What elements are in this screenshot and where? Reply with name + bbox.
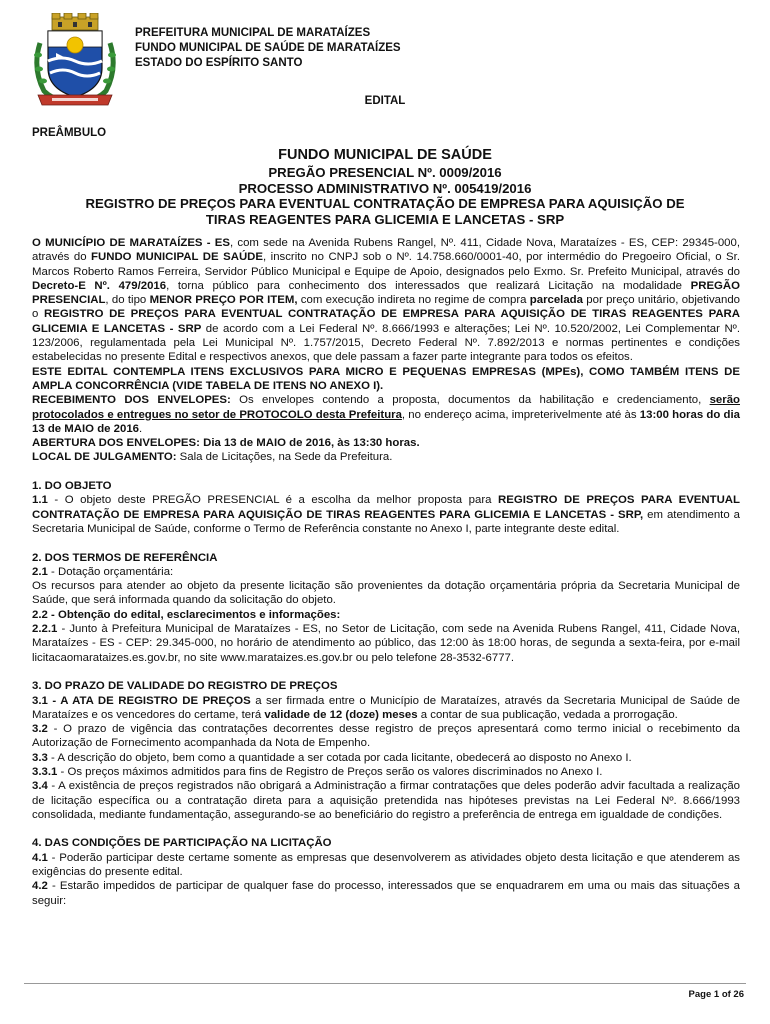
clause-2-1: [32, 565, 740, 579]
clause-text: - O objeto deste PREGÃO PRESENCIAL é a escolha da melhor proposta para: [47, 494, 499, 507]
letterhead: [135, 26, 401, 71]
title-block: [25, 146, 745, 227]
clause-number: 2.2.1: [32, 623, 58, 636]
registro-title-line1: REGISTRO DE PREÇOS PARA EVENTUAL CONTRATAÇÃO DE EMPRESA PARA AQUISIÇÃO DE: [85, 196, 685, 211]
opening-text: ABERTURA DOS ENVELOPES: Dia 13 de MAIO de 2016, às 13:30 horas.: [32, 437, 420, 450]
receipt-underline: serão protocolados e entregues no setor de PROTOCOLO desta Prefeitura: [32, 394, 740, 421]
fund-name: FUNDO MUNICIPAL DE SAÚDE: [91, 251, 263, 264]
preamble-label: PREÂMBULO: [32, 127, 107, 139]
processo-title: PROCESSO ADMINISTRATIVO Nº. 005419/2016: [238, 180, 532, 196]
location-label: LOCAL DE JULGAMENTO:: [32, 451, 177, 464]
envelope-opening: [32, 436, 740, 450]
clause-1-1: [32, 493, 740, 536]
document-body: [32, 236, 740, 908]
preamble-text: , torna público para conhecimento dos interessados que realizará Licitação na modalidade: [166, 279, 691, 292]
receipt-deadline: 13:00 horas do dia 13 de MAIO de 2016: [32, 408, 740, 435]
clause-text: - A existência de preços registrados não obrigará a Administração a firmar contratações que deles poderão advir facultada a realização de licitação específica ou a contratação direta para a aquisição pretendida nas hipóteses previstas na Lei Federal Nº. 8.666/1993 consolidada, mediante fundamentação, assegurando-se ao beneficiário do registro a preferência de entrega em igualdade de condições.: [32, 780, 740, 821]
clause-number: 3.3.1: [32, 765, 58, 778]
clause-number: 4.1: [32, 851, 48, 864]
footer-divider: [24, 983, 746, 984]
section-3-heading: [32, 679, 740, 693]
clause-heading: 2.2 - Obtenção do edital, esclarecimentos e informações:: [32, 608, 341, 621]
clause-text: - Poderão participar deste certame somente as empresas que desenvolverem as atividades objeto desta licitação e que atenderem as exigências do presente edital.: [32, 851, 740, 879]
section-heading: 1. DO OBJETO: [32, 480, 112, 493]
pregao-title: PREGÃO PRESENCIAL Nº. 0009/2016: [268, 165, 502, 180]
clause-3-2: [32, 722, 740, 751]
clause-text: - A descrição do objeto, bem como a quantidade a ser cotada por cada licitante, obedecerá ao disposto no Anexo I.: [47, 751, 632, 764]
clause-2-2-1: [32, 622, 740, 665]
clause-2-2: [32, 608, 740, 622]
fund-title: FUNDO MUNICIPAL DE SAÚDE: [278, 147, 492, 163]
section-4-heading: [32, 836, 740, 850]
preamble-text: , inscrito no CNPJ sob o Nº. 14.758.660/0001-40, por intermédio do Pregoeiro Oficial, o Sr. Marcos Roberto Ramos Ferreira, Servidor Público Municipal e Equipe de Apoio, designados pelo Exmo. Sr. Prefeito Municipal, através do: [32, 251, 740, 278]
clause-emphasis: 3.1 - A ATA DE REGISTRO DE PREÇOS: [32, 694, 251, 707]
clause-2-1-body: Os recursos para atender ao objeto da presente licitação são provenientes da dotação orçamentária própria da Secretaria Municipal de Saúde, que será informada quando da solicitação do objeto.: [32, 580, 740, 607]
clause-text: - O prazo de vigência das contratações decorrentes desse registro de preços apresentará como termo inicial o recebimento da Autorização de Fornecimento acompanhada da Nota de Empenho.: [32, 723, 740, 750]
page-number: Page 1 of 26: [688, 989, 744, 1000]
receipt-text: , no endereço acima, impreterivelmente até às: [401, 408, 640, 421]
clause-number: 3.4: [32, 780, 48, 793]
receipt-text: Os envelopes contendo a proposta, documentos da habilitação e credenciamento,: [230, 394, 710, 407]
clause-text: - Junto à Prefeitura Municipal de Marataízes - ES, no Setor de Licitação, com sede na Avenida Rubens Rangel, 411, Cidade Nova, Marataízes - ES - CEP: 29.345-000, no horário de atendimento ao público, das 12:00 às 18:00 horas, de segunda a sexta-feira, por e-mail licitacaomarataizes.es.gov.br, no site www.marataizes.es.gov.br ou pelo telefone 28-3532-6777.: [32, 623, 740, 664]
clause-text: - Os preços máximos admitidos para fins de Registro de Preços serão os valores discriminados no Anexo I.: [57, 765, 603, 778]
clause-number: 3.3: [32, 751, 48, 764]
section-1-heading: [32, 479, 740, 493]
section-heading: 2. DOS TERMOS DE REFERÊNCIA: [32, 551, 218, 564]
section-2-heading: [32, 551, 740, 565]
clause-3-3-1: [32, 765, 740, 779]
clause-text: - Estarão impedidos de participar de qualquer fase do processo, interessados que se enquadrarem em uma ou mais das situações a seguir:: [32, 880, 740, 907]
section-heading: 3. DO PRAZO DE VALIDADE DO REGISTRO DE PREÇOS: [32, 680, 338, 693]
municipality-name: O MUNICÍPIO DE MARATAÍZES - ES: [32, 237, 230, 249]
clause-number: 3.2: [32, 723, 48, 736]
clause-3-1: [32, 694, 740, 723]
document-type-label: EDITAL: [364, 95, 406, 107]
receipt-label: RECEBIMENTO DOS ENVELOPES:: [32, 394, 231, 407]
bid-type: MENOR PREÇO POR ITEM,: [149, 294, 298, 307]
section-heading: 4. DAS CONDIÇÕES DE PARTICIPAÇÃO NA LICITAÇÃO: [32, 837, 332, 850]
clause-text: em atendimento a Secretaria Municipal de Saúde, conforme o Termo de Referência constante no Anexo I, parte integrante deste edital.: [32, 508, 740, 535]
modality: PREGÃO PRESENCIAL: [32, 279, 740, 307]
exclusive-text: ESTE EDITAL CONTEMPLA ITENS EXCLUSIVOS PARA MICRO E PEQUENAS EMPRESAS (MPEs), COMO TAMBÉM ITENS DE AMPLA CONCORRÊNCIA (VIDE TABELA DE ITENS NO ANEXO I).: [32, 365, 740, 392]
clause-number: 1.1: [32, 494, 48, 507]
header-line-fundo: FUNDO MUNICIPAL DE SAÚDE DE MARATAÍZES: [135, 42, 401, 54]
envelope-receipt: [32, 393, 740, 436]
clause-emphasis: REGISTRO DE PREÇOS PARA EVENTUAL CONTRATAÇÃO DE EMPRESA PARA AQUISIÇÃO DE TIRAS REAGENTES PARA GLICEMIA E LANCETAS - SRP,: [32, 494, 740, 521]
clause-number: 2.1: [32, 565, 48, 578]
header-line-prefeitura: PREFEITURA MUNICIPAL DE MARATAÍZES: [135, 27, 371, 39]
validity-period: validade de 12 (doze) meses: [264, 708, 418, 721]
clause-text: a contar de sua publicação, vedada a prorrogação.: [417, 708, 678, 721]
clause-text: - Dotação orçamentária:: [47, 565, 174, 578]
clause-4-2: [32, 879, 740, 908]
preamble-text: por preço unitário, objetivando o: [32, 294, 740, 321]
decree-ref: Decreto-E Nº. 479/2016: [32, 279, 167, 292]
preamble-text: , do tipo: [105, 294, 150, 307]
judgement-location: [32, 450, 740, 464]
location-text: Sala de Licitações, na Sede da Prefeitura.: [176, 451, 393, 464]
clause-4-1: [32, 851, 740, 880]
header-line-estado: ESTADO DO ESPÍRITO SANTO: [135, 57, 303, 69]
clause-3-4: [32, 779, 740, 822]
preamble-text: , com sede na Avenida Rubens Rangel, Nº. 411, Cidade Nova, Marataízes - ES, CEP: 29345-000, através do: [32, 237, 740, 264]
clause-3-3: [32, 751, 740, 765]
exclusive-notice: [32, 365, 740, 394]
clause-number: 4.2: [32, 880, 48, 893]
object-title: REGISTRO DE PREÇOS PARA EVENTUAL CONTRATAÇÃO DE EMPRESA PARA AQUISIÇÃO DE TIRAS REAGENTES PARA GLICEMIA E LANCETAS - SRP: [32, 308, 741, 335]
preamble-paragraph: [32, 236, 740, 365]
clause-text: a ser firmada entre o Município de Marataízes, através da Secretaria Municipal de Saúde de Marataízes e os vencedores do certame, terá: [32, 694, 740, 721]
regime: parcelada: [529, 294, 583, 307]
municipal-crest-icon: [30, 13, 120, 107]
receipt-text: .: [139, 422, 143, 435]
preamble-text: de acordo com a Lei Federal Nº. 8.666/1993 e alterações; Lei Nº. 10.520/2002, Lei Complementar Nº. 123/2006, regulamentada pela Lei Municipal Nº. 1.757/2015, Decreto Federal Nº. 7.892/2013 e normas pertinentes e condições estabelecidas no presente Edital e respectivos anexos, que dele passam a fazer parte integrante para todos os efeitos.: [32, 322, 740, 364]
preamble-text: com execução indireta no regime de compra: [297, 294, 530, 307]
registro-title-line2: TIRAS REAGENTES PARA GLICEMIA E LANCETAS - SRP: [205, 211, 565, 227]
